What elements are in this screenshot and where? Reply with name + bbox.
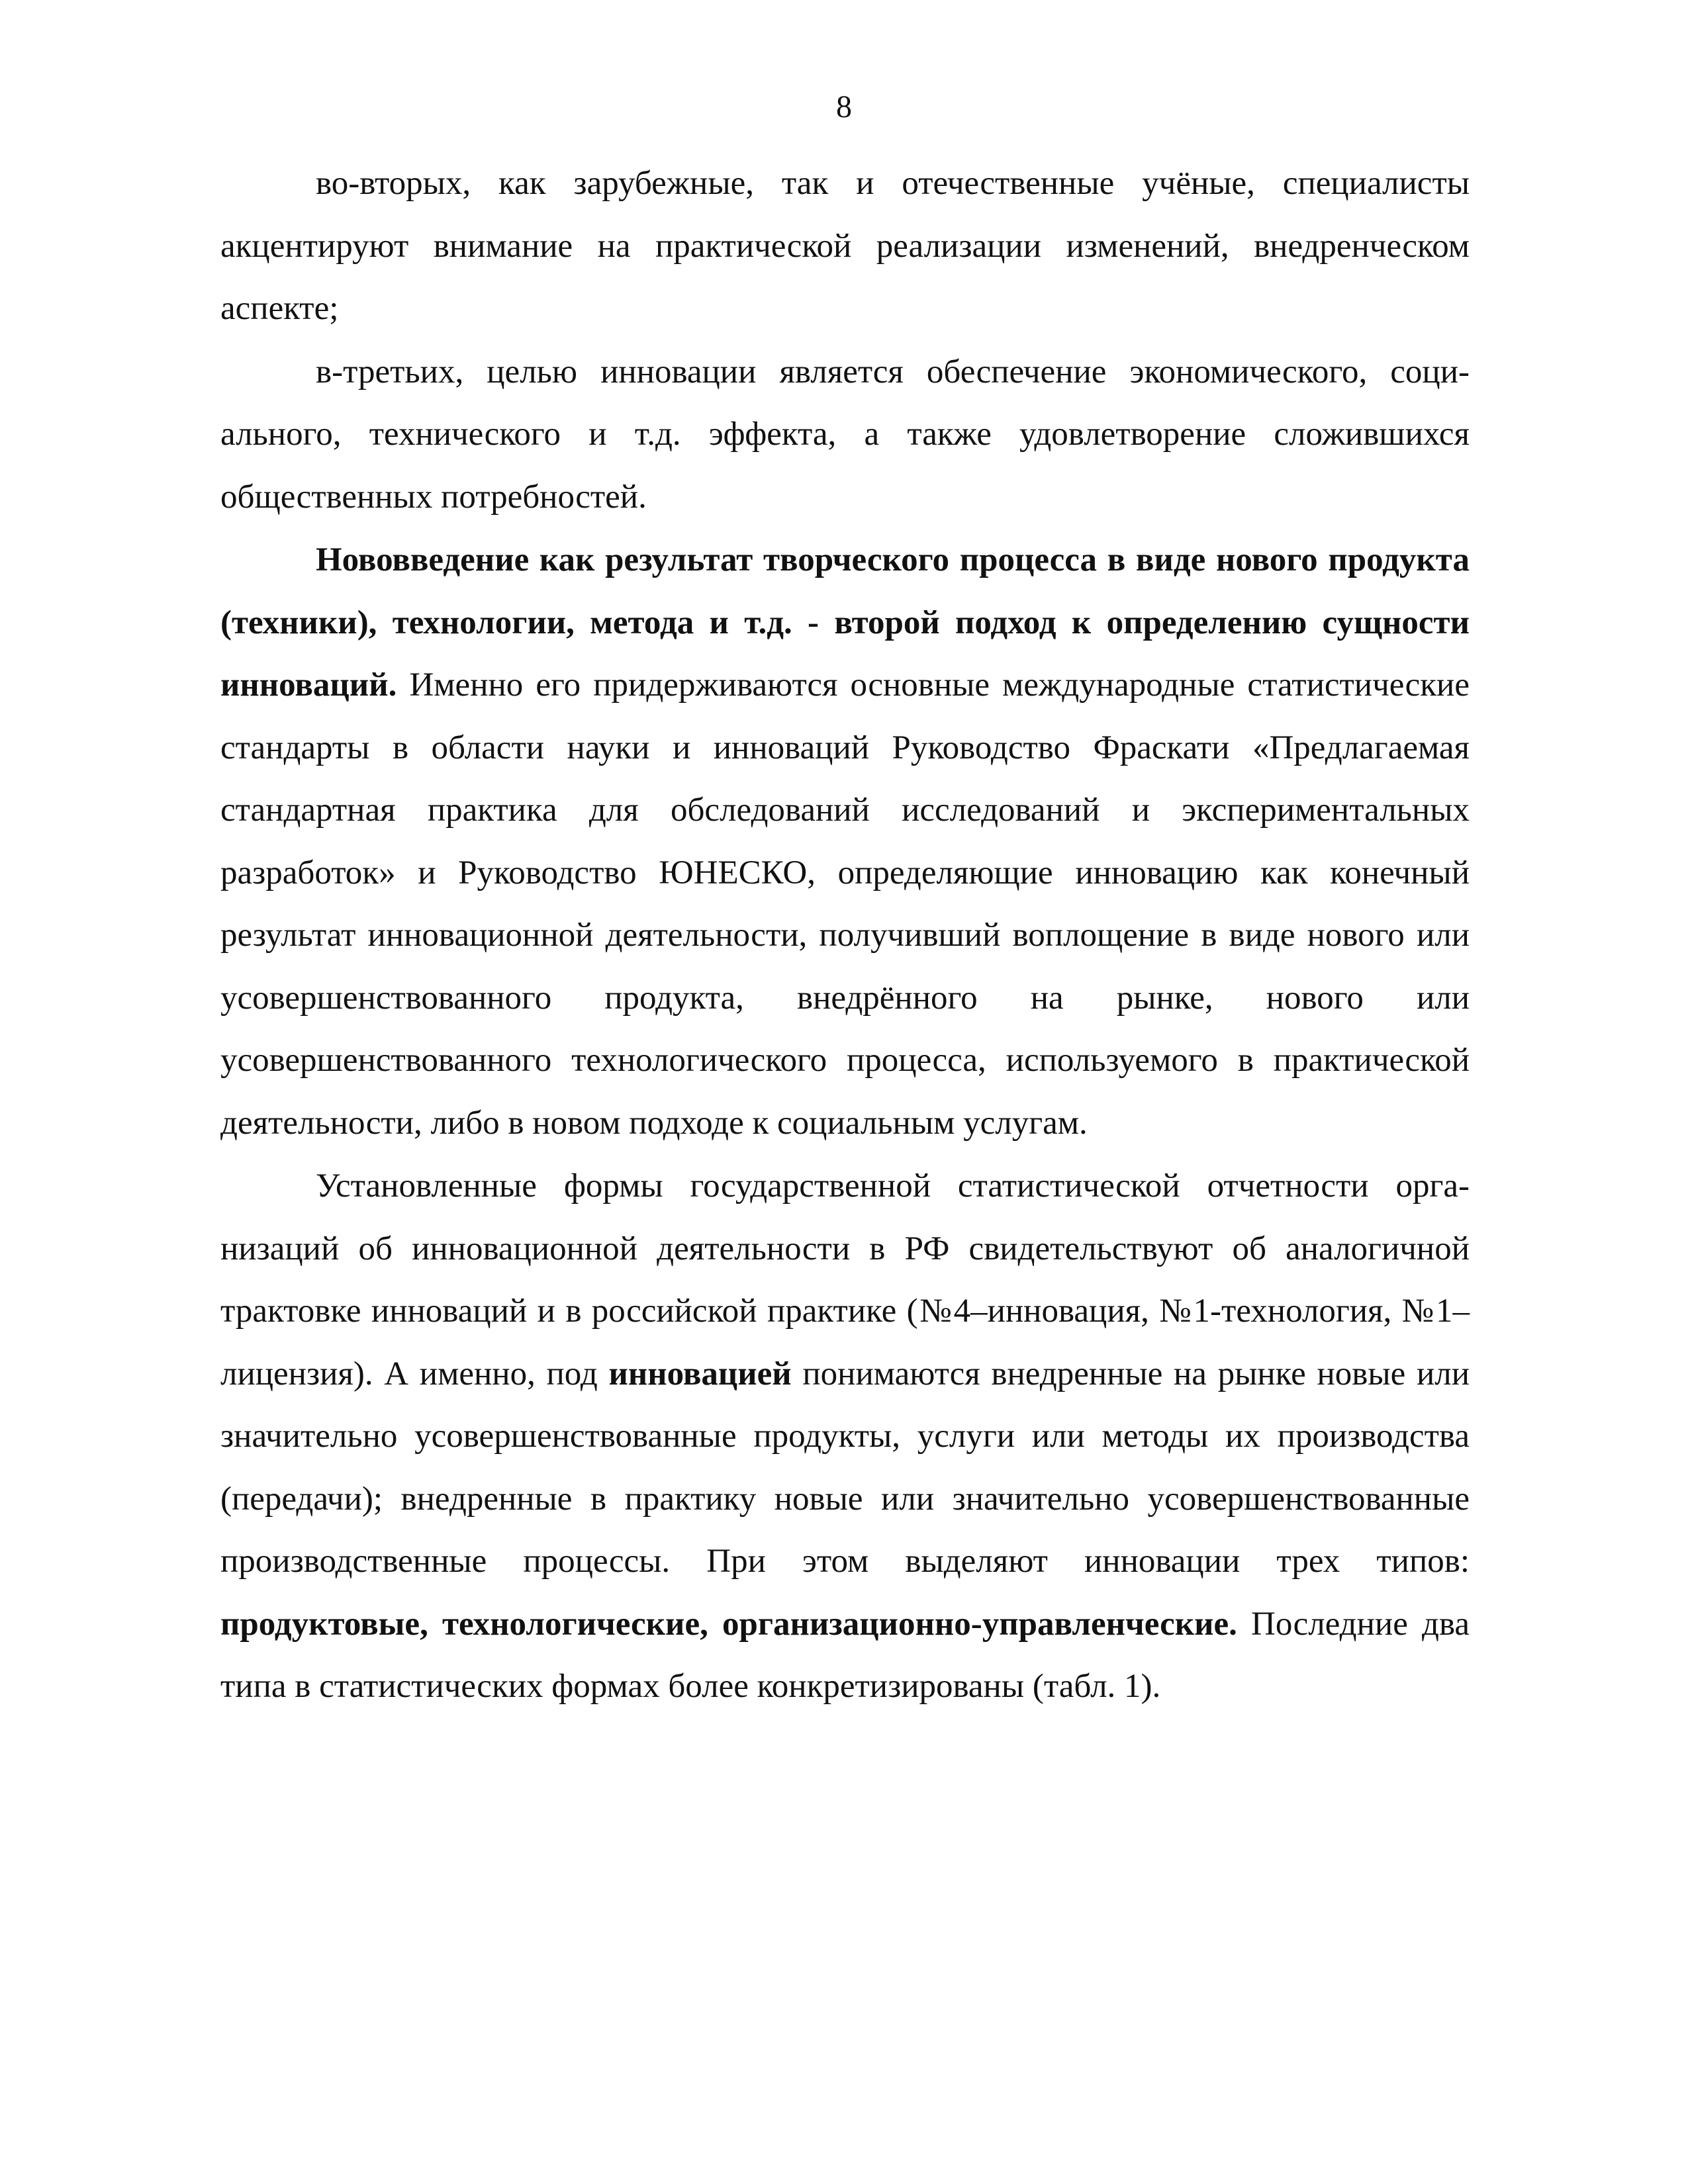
paragraph-text: в-третьих, целью инновации является обеспечение экономического, социального, технического и т.д. эффекта, а также удовлетворение сложившихся общественных потребностей. bbox=[220, 353, 1470, 516]
paragraph-text: Именно его придерживаются основные международные статистические стандарты в области науки и инноваций Руководство Фраскати «Предлагаемая стандартная практика для обследований исследований и экспериментальных разработок» и Руководство ЮНЕСКО, определяющие инновацию как конечный результат инновационной деятельности, получивший воплощение в виде нового или усовершенствованного продукта, внедрённого на рынке, нового или усовершенствованного технологического процесса, используемого в практической деятельности, либо в новом подходе к социальным услугам. bbox=[220, 666, 1470, 1142]
paragraph-thirdly bbox=[220, 341, 1470, 529]
paragraph-second-approach bbox=[220, 529, 1470, 1154]
paragraph-text: Последние два типа в статистических формах более конкретизированы (табл. 1). bbox=[220, 1605, 1470, 1705]
bold-definition-lead: Нововведение как результат творческого процесса в виде нового продукта (техники), технологии, метода и т.д. - второй подход к определению сущности инноваций. bbox=[220, 541, 1470, 704]
paragraph-secondly bbox=[220, 152, 1470, 340]
paragraph-text: во-вторых, как зарубежные, так и отечественные учёные, специалисты акцентируют внимание на практической реализации изменений, внедренческом аспекте; bbox=[220, 165, 1470, 327]
body-text bbox=[220, 152, 1470, 1718]
page-number: 8 bbox=[836, 89, 852, 124]
bold-innovation-types: продуктовые, технологические, организационно-управленческие. bbox=[220, 1605, 1237, 1643]
bold-term-innovation: инновацией bbox=[608, 1355, 792, 1392]
paragraph-text: понимаются внедренные на рынке новые или значительно усовершенствованные продукты, услуги или методы их производства (передачи); внедренные в практику новые или значительно усовершенствованные производственные процессы. При этом выделяют инновации трех типов: bbox=[220, 1355, 1470, 1580]
paragraph-text: Установленные формы государственной статистической отчетности организаций об инновационной деятельности в РФ свидетельствуют об аналогичной трактовке инноваций и в российской практике (№4–инновация, №1-технология, №1–лицензия). А именно, под bbox=[220, 1167, 1470, 1392]
paragraph-statistical-forms bbox=[220, 1155, 1470, 1718]
